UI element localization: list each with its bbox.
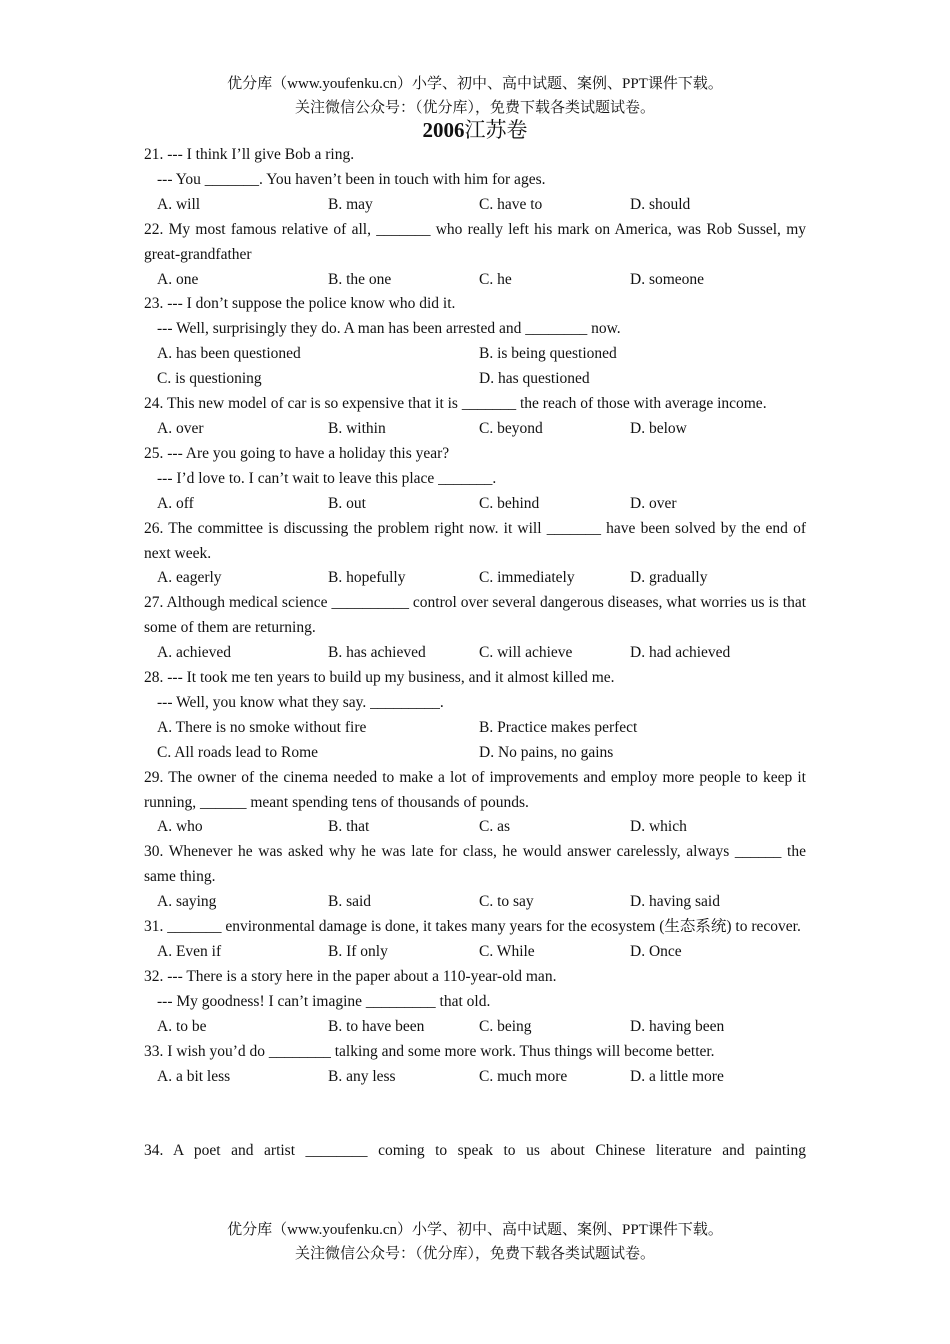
question-26: 26. The committee is discussing the problem right now. it will _______ have been solved by the end of next week. [144, 519, 806, 562]
question-25: 25. --- Are you going to have a holiday this year? [144, 444, 450, 462]
option-a: A. who [157, 818, 203, 836]
exam-title [0, 116, 950, 144]
question-22-options [144, 268, 806, 293]
option-c: C. behind [479, 494, 540, 512]
question-31-options [144, 940, 806, 965]
question-21-options [144, 193, 806, 218]
question-33-options [144, 1065, 806, 1090]
option-d: D. over [630, 494, 677, 512]
question-24-options [144, 417, 806, 442]
question-list [144, 143, 806, 1164]
option-d: D. below [630, 419, 687, 437]
question-30: 30. Whenever he was asked why he was late for class, he would answer carelessly, always ______ the same thing. [144, 843, 806, 886]
option-c: C. much more [479, 1067, 568, 1085]
question-25-line-2: --- I’d love to. I can’t wait to leave this place _______. [157, 469, 497, 487]
question-28-line-2: --- Well, you know what they say. _________. [157, 693, 444, 711]
question-23-line-2: --- Well, surprisingly they do. A man has been arrested and ________ now. [157, 320, 621, 338]
option-a: A. to be [157, 1017, 207, 1035]
option-c: C. have to [479, 195, 543, 213]
option-d: D. had achieved [630, 644, 731, 662]
option-d: D. should [630, 195, 691, 213]
option-c: C. will achieve [479, 644, 573, 662]
option-b: B. said [328, 893, 372, 911]
option-c: C. All roads lead to Rome [157, 743, 319, 761]
option-b: B. has achieved [328, 644, 426, 662]
question-21-line-2: --- You _______. You haven’t been in touch with him for ages. [157, 170, 546, 188]
option-c: C. beyond [479, 419, 543, 437]
option-a: A. eagerly [157, 569, 222, 587]
option-c: C. as [479, 818, 510, 836]
question-29: 29. The owner of the cinema needed to make a lot of improvements and employ more people to keep it running, ______ meant spending tens of thousands of pounds. [144, 768, 806, 811]
option-d: D. which [630, 818, 687, 836]
option-a: A. one [157, 270, 199, 288]
question-21: 21. --- I think I’ll give Bob a ring. [144, 146, 355, 163]
title-region: 江苏卷 [464, 118, 528, 142]
question-28: 28. --- It took me ten years to build up my business, and it almost killed me. [144, 669, 615, 687]
option-d: D. having said [630, 893, 720, 911]
option-b: B. may [328, 195, 373, 213]
question-30-options [144, 890, 806, 915]
option-a: A. a bit less [157, 1067, 231, 1085]
option-a: A. saying [157, 893, 217, 911]
question-29-options [144, 815, 806, 840]
option-c: C. is questioning [157, 370, 262, 388]
option-d: D. someone [630, 270, 705, 288]
question-23-options-row-1 [144, 342, 806, 367]
option-a: A. over [157, 419, 204, 437]
option-b: B. any less [328, 1067, 396, 1085]
header-line-2: 关注微信公众号：（优分库），免费下载各类试题试卷。 [294, 100, 655, 116]
question-32: 32. --- There is a story here in the paper about a 110-year-old man. [144, 967, 557, 985]
question-33: 33. I wish you’d do ________ talking and some more work. Thus things will become better. [144, 1042, 715, 1060]
question-25-options [144, 492, 806, 517]
option-a: A. will [157, 195, 201, 213]
option-b: B. within [328, 419, 386, 437]
question-31: 31. _______ environmental damage is done, it takes many years for the ecosystem (生态系统) to recover. [144, 918, 801, 936]
option-c: C. immediately [479, 569, 575, 587]
option-a: A. Even if [157, 943, 222, 960]
option-b: B. hopefully [328, 569, 406, 587]
question-27: 27. Although medical science __________ control over several dangerous diseases, what worries us is that some of them are returning. [144, 594, 806, 637]
option-d: D. Once [630, 943, 682, 960]
blank-gap [144, 1089, 806, 1139]
option-d: D. a little more [630, 1067, 724, 1085]
option-a: A. achieved [157, 644, 232, 662]
footer-line-2: 关注微信公众号：（优分库），免费下载各类试题试卷。 [294, 1246, 655, 1262]
question-23: 23. --- I don’t suppose the police know who did it. [144, 295, 456, 313]
option-d: D. having been [630, 1017, 725, 1035]
option-b: B. the one [328, 270, 392, 288]
option-b: B. out [328, 494, 366, 512]
question-27-options [144, 641, 806, 666]
question-32-line-2: --- My goodness! I can’t imagine _________ that old. [157, 992, 491, 1010]
question-26-options [144, 566, 806, 591]
option-a: A. has been questioned [157, 345, 301, 363]
option-c: C. he [479, 270, 512, 288]
header-line-1: 优分库（www.youfenku.cn）小学、初中、高中试题、案例、PPT课件下载。 [227, 76, 723, 92]
option-c: C. being [479, 1017, 532, 1035]
option-a: A. off [157, 494, 194, 512]
question-28-options-row-2 [144, 741, 806, 766]
option-a: A. There is no smoke without fire [157, 718, 367, 736]
question-23-options-row-2 [144, 367, 806, 392]
option-b: B. Practice makes perfect [479, 718, 638, 736]
question-28-options-row-1 [144, 716, 806, 741]
option-c: C. to say [479, 893, 534, 911]
question-22: 22. My most famous relative of all, _______ who really left his mark on America, was Rob Sussel, my great-grandfather [144, 220, 806, 263]
option-d: D. has questioned [479, 370, 590, 388]
option-b: B. If only [328, 943, 388, 960]
option-b: B. to have been [328, 1017, 425, 1035]
option-d: D. gradually [630, 569, 708, 587]
question-32-options [144, 1015, 806, 1040]
option-d: D. No pains, no gains [479, 743, 614, 761]
question-24: 24. This new model of car is so expensive that it is _______ the reach of those with average income. [144, 395, 767, 413]
footer-line-1: 优分库（www.youfenku.cn）小学、初中、高中试题、案例、PPT课件下载。 [227, 1222, 723, 1238]
option-b: B. that [328, 818, 370, 836]
option-b: B. is being questioned [479, 345, 617, 363]
question-34: 34. A poet and artist ________ coming to speak to us about Chinese literature and painting [144, 1142, 806, 1160]
title-year: 2006 [422, 118, 465, 142]
option-c: C. While [479, 943, 535, 960]
